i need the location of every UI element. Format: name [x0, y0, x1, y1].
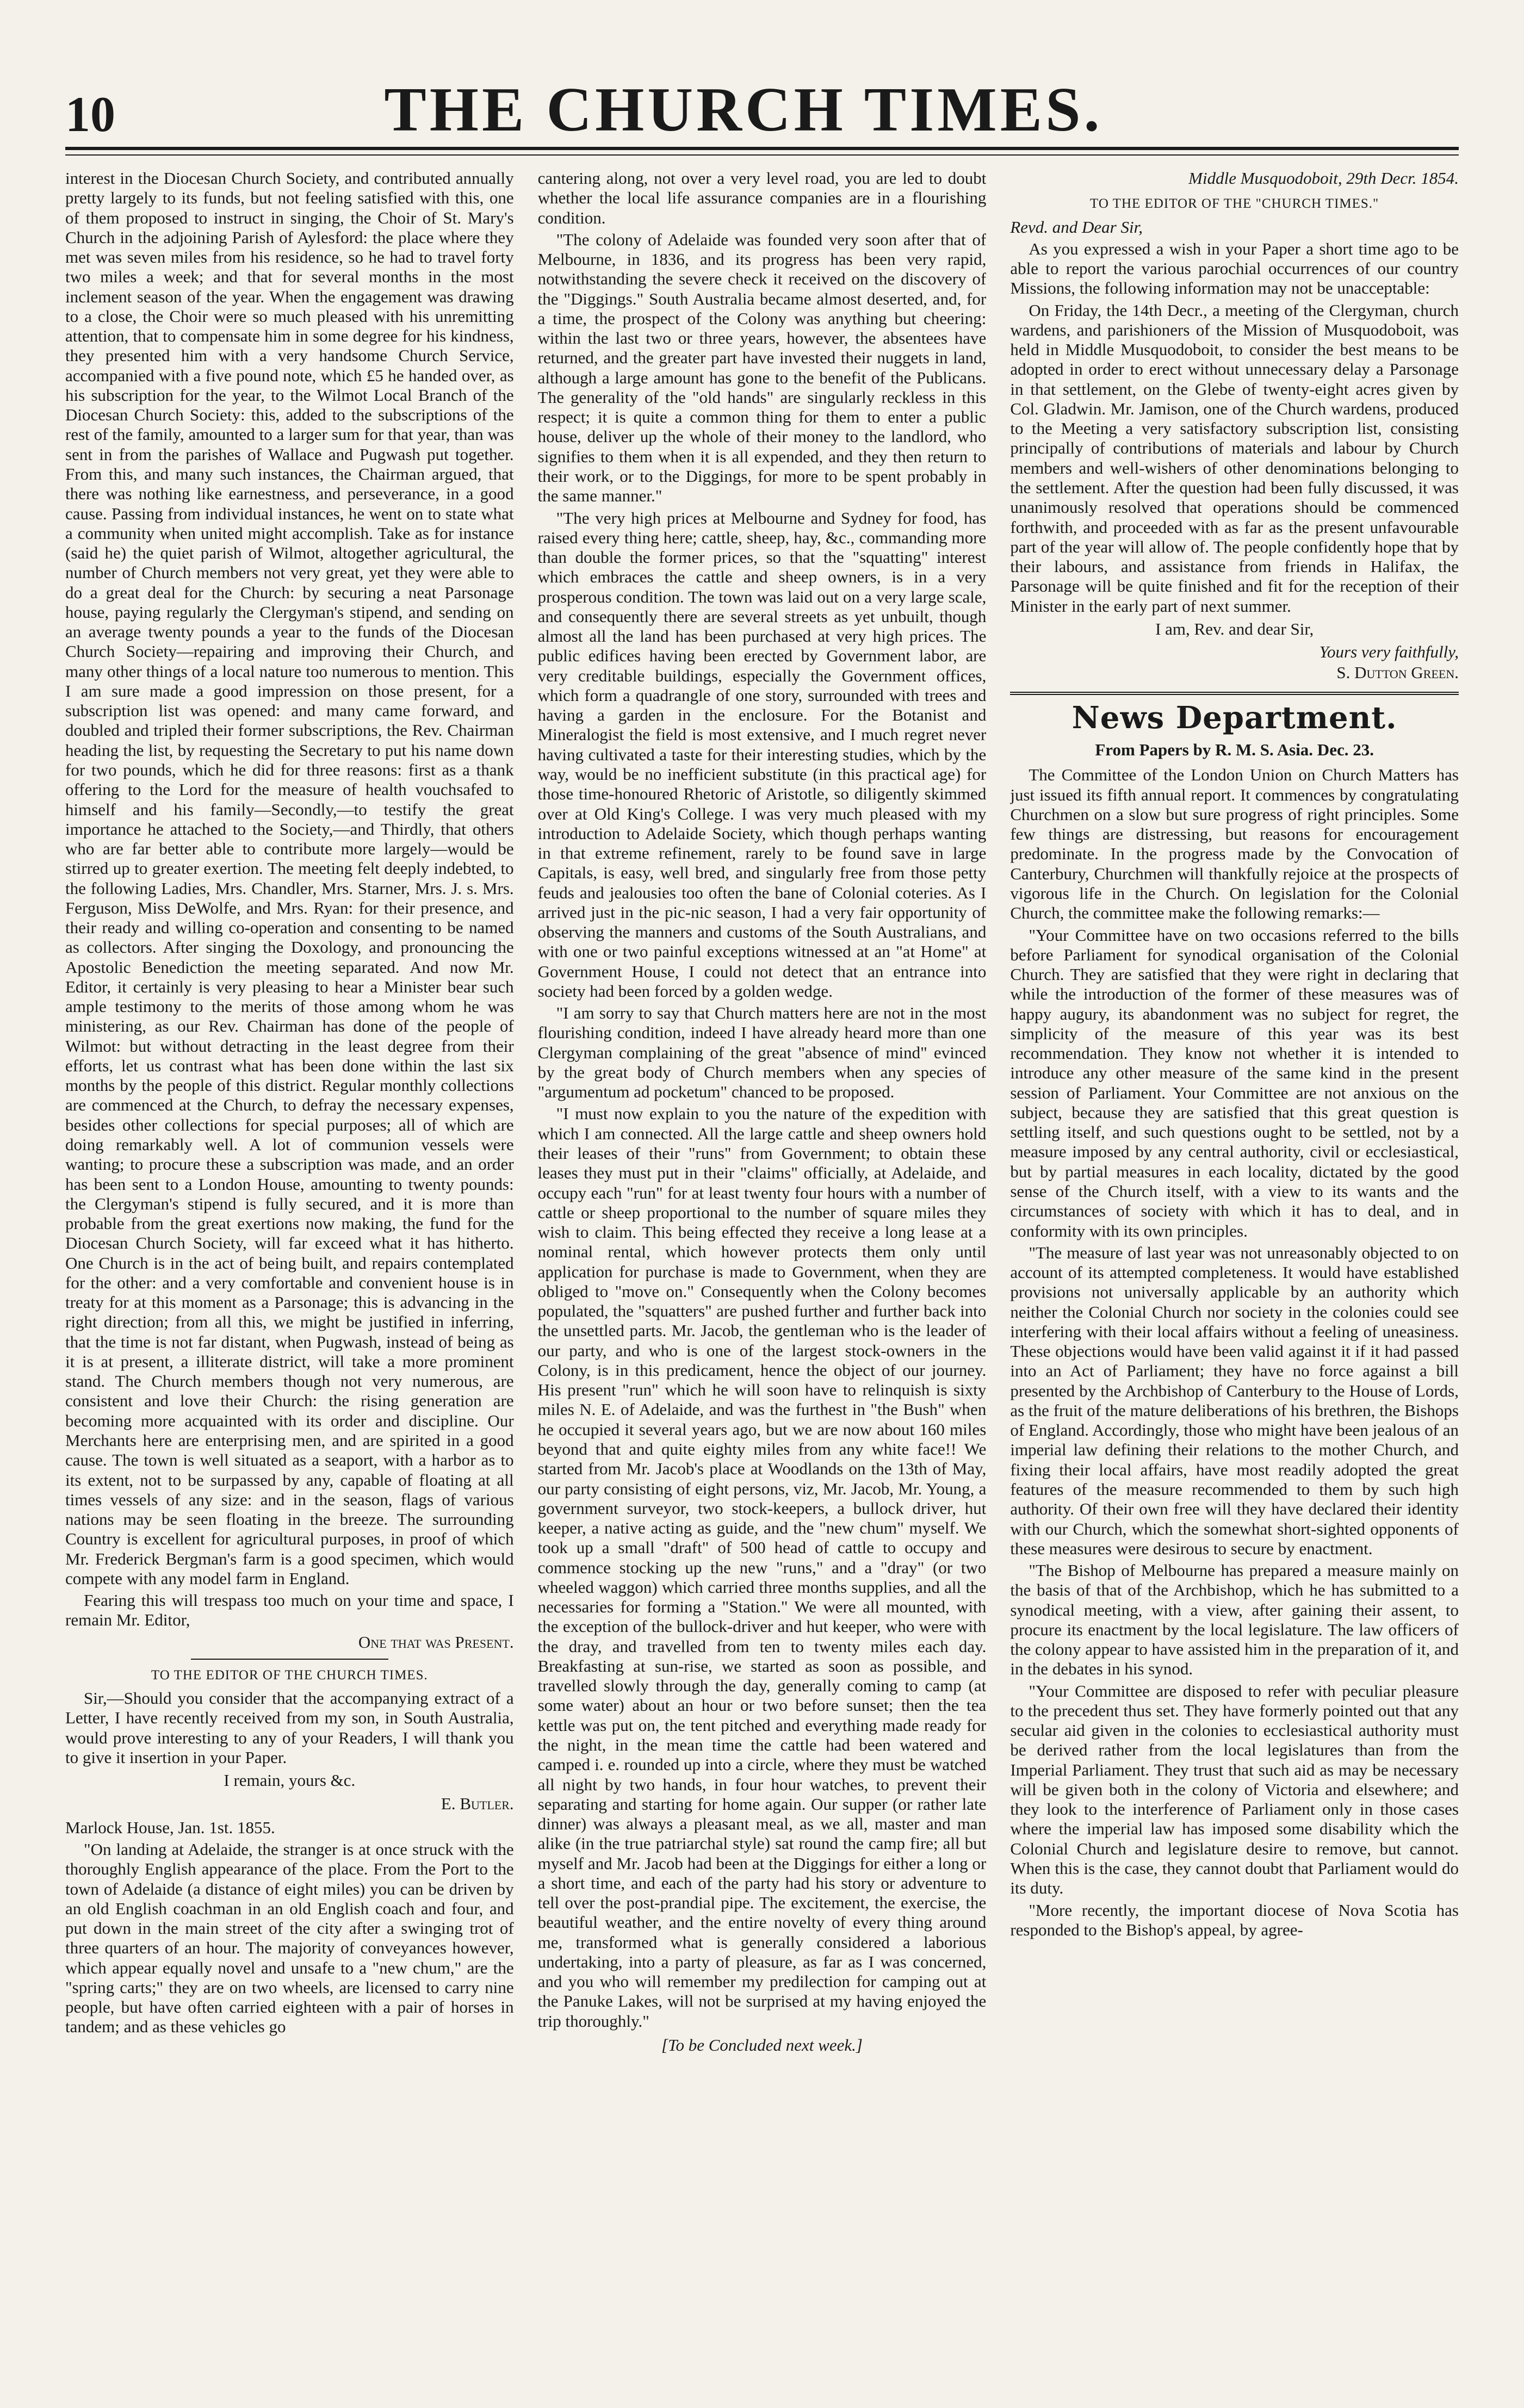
col1-paragraph-5: "On landing at Adelaide, the stranger is at once struck with the thoroughly English appearance of the place. From the Port to the town of Adelaide (a distance of eight miles) you can be driven by an old English coachman in an old English coach and four, and put down in the main street of the city after a swinging trot of three quarters of an hour. The majority of conveyances however, which appear equally novel and unsafe to a "new chum," are the "spring carts;" they are on two wheels, are licensed to carry nine people, but have often carried eighteen with a pair of horses in tandem; and as these vehicles go	[65, 1840, 514, 2037]
col3-closing-2: Yours very faithfully,	[1319, 642, 1459, 662]
col3-paragraph-1: As you expressed a wish in your Paper a short time ago to be able to report the various parochial occurrences of our country Missions, the following information may not be unacceptable:	[1010, 239, 1459, 298]
col3-paragraph-6: "The Bishop of Melbourne has prepared a measure mainly on the basis of that of the Archbishop, which he has submitted to a synodical meeting, with a view, after gaining their assent, to procure its enactment by the local legislature. The law officers of the colony appear to have assisted him in the preparation of it, and in the debates in his synod.	[1010, 1561, 1459, 1679]
column-2	[538, 169, 987, 2328]
col3-signature: S. Dutton Green.	[1336, 663, 1459, 682]
column-3	[1010, 169, 1459, 2328]
news-section-rule	[1010, 692, 1459, 695]
columns	[65, 169, 1459, 2328]
col2-continued-note: [To be Concluded next week.]	[661, 2035, 863, 2055]
col3-paragraph-3: The Committee of the London Union on Church Matters has just issued its fifth annual report. It commences by congratulating Churchmen on a slow but sure progress of right principles. Some few things are distressing, but reasons for encouragement predominate. In the progress made by the Convocation of Canterbury, Churchmen will thankfully rejoice at the prospects of vigorous life in the Church. On legislation for the Colonial Church, the committee make the following remarks:—	[1010, 765, 1459, 923]
masthead	[65, 65, 1459, 150]
page-number: 10	[65, 86, 115, 142]
col2-paragraph-3: "The very high prices at Melbourne and Sydney for food, has raised every thing here; cattle, sheep, hay, &c., commanding more than double the former prices, so that the "squatting" interest which embraces the cattle and sheep owners, is in a very prosperous condition. The town was laid out on a very large scale, and consequently there are several streets as yet unbuilt, though almost all the land has been purchased at very high prices. The public edifices having been erected by Government labor, are very creditable buildings, especially the Government offices, which form a quadrangle of one story, surrounded with trees and having a garden in the enclosure. For the Botanist and Mineralogist the field is most extensive, and I much regret never having cultivated a taste for their interesting studies, which by the way, would be no inefficient substitute (in this practical age) for those time-honoured Rhetoric of Aristotle, so diligently skimmed over at Old King's College. I was very much pleased with my introduction to Adelaide Society, which though perhaps wanting in that extreme refinement, rarely to be found save in large Capitals, is easy, well bred, and singularly free from those petty feuds and jealousies too often the bane of Colonial coteries. As I arrived just in the pic-nic season, I had a very fair opportunity of observing the manners and customs of the South Australians, and with one or two painful exceptions witnessed at an "at Home" at Government House, I could not detect that an entrance into society had been forced by a golden wedge.	[537, 508, 987, 1001]
news-source-line: From Papers by R. M. S. Asia. Dec. 23.	[1095, 740, 1374, 760]
col1-separator	[191, 1659, 388, 1660]
col2-paragraph-4: "I am sorry to say that Church matters here are not in the most flourishing condition, indeed I have already heard more than one Clergyman complaining of the great "absence of mind" evinced by the great body of Church members when any species of "argumentum ad pocketum" chanced to be proposed.	[537, 1003, 987, 1102]
col3-salutation: Revd. and Dear Sir,	[1010, 217, 1143, 237]
paper-title: THE CHURCH TIMES.	[384, 75, 1103, 145]
col3-paragraph-8: "More recently, the important diocese of Nova Scotia has responded to the Bishop's appeal, by agree-	[1010, 1900, 1459, 1939]
col1-signoff: I remain, yours &c.	[224, 1771, 356, 1790]
col2-paragraph-1: cantering along, not over a very level road, you are led to doubt whether the local life assurance companies are in a flourishing condition.	[537, 169, 987, 227]
col3-paragraph-7: "Your Committee are disposed to refer with peculiar pleasure to the precedent thus set. They have formerly pointed out that any secular aid given in the colonies to ecclesiastical authority must be derived rather from the local legislatures than from the Imperial Parliament. They trust that such aid as may be necessary will be given both in the colony of Victoria and elsewhere; and they look to the interference of Parliament only in those cases where the imperial law has imposed some disability which the Colonial Church and legislature desire to remove, but cannot. When this is the case, they cannot doubt that Parliament would do its duty.	[1010, 1681, 1459, 1898]
col3-paragraph-5: "The measure of last year was not unreasonably objected to on account of its attempted completeness. It would have established provisions not universally applicable by an authority which neither the Colonial Church nor society in the colonies could see interfering with their local affairs without a feeling of uneasiness. These objections would have been valid against it if it had passed into an Act of Parliament; they have no force against a bill presented by the Archbishop of Canterbury to the House of Lords, as the fruit of the mature deliberations of his brethren, the Bishops of England. Accordingly, those who might have been jealous of an imperial law defining their relations to the mother Church, and fixing their local affairs, have most readily adopted the great features of the measure recommended to them by such high authority. Of their own free will they have declared their identity with our Church, which the somewhat short-sighted opponents of these measures were desirous to secure by enactment.	[1010, 1243, 1459, 1558]
col2-paragraph-5: "I must now explain to you the nature of the expedition with which I am connected. All the large cattle and sheep owners hold their leases of their "runs" from Government; to obtain these leases they must put in their "claims" officially, at Adelaide, and occupy each "run" for at least twenty four hours with a number of cattle or sheep proportional to the number of square miles they wish to claim. This being effected they receive a long lease at a nominal rental, which however protects them only until application for purchase is made to Government, when they are obliged to "move on." Consequently when the Colony becomes populated, the "squatters" are pushed further and further back into the unsettled parts. Mr. Jacob, the gentleman who is the leader of our party, and who is one of the largest stock-owners in the Colony, is in this predicament, hence the object of our journey. His present "run" which he will soon have to relinquish is sixty miles N. E. of Adelaide, and was the furthest in "the Bush" when he occupied it several years ago, but we are now about 160 miles beyond that and quite eighty miles from any white face!! We started from Mr. Jacob's place at Woodlands on the 13th of May, our party consisting of eight persons, viz, Mr. Jacob, Mr. Young, a government surveyor, two stock-keepers, a bullock driver, hut keeper, a native acting as guide, and the "new chum" myself. We took up a small "draft" of 500 head of cattle to occupy and commence stocking up the new "runs," and a "dray" (or two wheeled waggon) which carried three months supplies, and all the necessaries for forming a "Station." We were all mounted, with the exception of the bullock-driver and hut keeper, who were with the dray, and travelled from ten to twenty miles each day. Breakfasting at sun-rise, we started as soon as possible, and travelled slowly through the day, generally coming to camp (at some water) about an hour or two before sunset; then the tea kettle was put on, the tent pitched and everything made ready for the night, in the mean time the cattle had been watered and camped i. e. rounded up into a circle, where they must be watched all night by two hands, in four hour watches, to prevent their separating and starting for home again. Our supper (or rather late dinner) was always a pleasant meal, as we all, master and man alike (in the true patriarchal style) sat round the camp fire; all but myself and Mr. Jacob had been at the Diggings for either a long or a short time, and each of the party had his story or adventure to tell over the post-prandial pipe. The excitement, the exercise, the beautiful weather, and the entire novelty of every thing around me, transformed what is generally considered a laborious undertaking, into a party of pleasure, as far as I was concerned, and you who will remember my predilection for camping out at the Panuke Lakes, will not be surprised at my having enjoyed the trip thoroughly."	[537, 1104, 987, 2031]
column-1	[65, 169, 514, 2328]
col2-paragraph-2: "The colony of Adelaide was founded very soon after that of Melbourne, in 1836, and its progress has been very rapid, notwithstanding the severe check it received on the discovery of the "Diggings." South Australia became almost deserted, and, for a time, the prospect of the Colony was anything but cheering: within the last two or three years, however, the absentees have returned, and the greater part have invested their nuggets in land, although a large amount has gone to the benefit of the Publicans. The generality of the "old hands" are singularly reckless in this respect; it is quite a common thing for them to enter a public house, deliver up the whole of their money to the landlord, who signifies to them when it is all expended, and they then return to their work, or to the Diggings, for more to be spent probably in the same manner."	[537, 229, 987, 506]
col1-signature-1: One that was Present.	[358, 1632, 514, 1652]
col1-letter-heading: TO THE EDITOR OF THE CHURCH TIMES.	[151, 1667, 428, 1683]
col1-paragraph-3: Sir,—Should you consider that the accompanying extract of a Letter, I have recently received from my son, in South Australia, would prove interesting to any of your Readers, I will thank you to give it insertion in your Paper.	[65, 1689, 514, 1767]
col1-paragraph-2: Fearing this will trespass too much on your time and space, I remain Mr. Editor,	[65, 1591, 514, 1630]
col3-letter-heading: TO THE EDITOR OF THE "CHURCH TIMES."	[1090, 196, 1379, 212]
col3-paragraph-2: On Friday, the 14th Decr., a meeting of the Clergyman, church wardens, and parishioners of the Mission of Musquodoboit, was held in Middle Musquodoboit, to consider the best means to be adopted in order to erect without unnecessary delay a Parsonage in that settlement, on the Glebe of twenty-eight acres given by Col. Gladwin. Mr. Jamison, one of the Church wardens, produced to the Meeting a very satisfactory subscription list, consisting principally of contributions of materials and labour by Church members and well-wishers of other denominations belonging to the settlement. After the question had been fully discussed, it was unanimously resolved that operations should be commenced forthwith, and proceeded with as far as the present unfavourable part of the year will allow of. The people confidently hope that by their labours, and assistance from friends in Halifax, the Parsonage will be quite finished and fit for the reception of their Minister in the early part of next summer.	[1010, 300, 1459, 616]
col1-signature-2: E. Butler.	[441, 1793, 514, 1813]
col1-paragraph-1: interest in the Diocesan Church Society, and contributed annually pretty largely to its funds, but not feeling satisfied with this, one of them proposed to instruct in singing, the Choir of St. Mary's Church in the adjoining Parish of Aylesford: the place where they met was seven miles from his residence, so he had to travel forty two miles a week; and that for several months in the most inclement season of the year. When the engagement was drawing to a close, the Choir were so much pleased with his unremitting attention, that to compensate him in some degree for his kindness, they presented him with a very handsome Church Service, accompanied with a five pound note, which £5 he handed over, as his subscription for the year, to the Wilmot Local Branch of the Diocesan Church Society: this, added to the subscriptions of the rest of the family, amounted to a larger sum for that year, than was sent in from the parishes of Wallace and Pugwash put together. From this, and many such instances, the Chairman argued, that there was nothing like earnestness, and perseverance, in a good cause. Passing from individual instances, he went on to state what a community when united might accomplish. Take as for instance (said he) the quiet parish of Wilmot, altogether agricultural, the number of Church members not very great, yet they were able to do a great deal for the Church: by securing a neat Parsonage house, paying regularly the Clergyman's stipend, and sending on an average twenty pounds a year to the funds of the Diocesan Church Society—repairing and improving their Church, and many other things of a local nature too numerous to mention. This I am sure made a good impression on those present, for a subscription list was opened: and many came forward, and doubled and tripled their former subscriptions, the Rev. Chairman heading the list, by requesting the Secretary to put his name down for two pounds, which he did for three reasons: first as a thank offering to the Lord for the measure of health vouchsafed to himself and his family—Secondly,—to testify the great importance he attached to the Society,—and Thirdly, that others who are far better able to contribute more largely—would be stirred up to greater exertion. The meeting felt deeply indebted, to the following Ladies, Mrs. Chandler, Mrs. Starner, Mrs. J. s. Mrs. Ferguson, Miss DeWolfe, and Mrs. Ryan: for their presence, and their ready and willing co-operation and consenting to be named as collectors. After singing the Doxology, and pronouncing the Apostolic Benediction the meeting separated. And now Mr. Editor, it certainly is very pleasing to hear a Minister bear such ample testimony to the merits of those among whom he was ministering, as our Rev. Chairman has done of the people of Wilmot: but without detracting in the least degree from their efforts, let us contrast what has been done within the last six months by the people of this district. Regular monthly collections are commenced at the Church, to defray the necessary expenses, besides other collections for special purposes; all of which are doing remarkably well. A lot of communion vessels were wanting; to procure these a subscription was made, and an order has been sent to a London House, amounting to twenty pounds: the Clergyman's stipend is fully secured, and it is more than probable from the great exertions now making, the fund for the Diocesan Church Society, will far exceed what it has hitherto. One Church is in the act of being built, and repairs contemplated for the other: and a very comfortable and convenient house is in treaty for at this moment as a Parsonage; this is advancing in the right direction; from all this, we might be justified in inferring, that the time is not far distant, when Pugwash, instead of being as it is at present, a illiterate district, will take a more prominent stand. The Church members though not very numerous, are consistent and love their Church: the rising generation are becoming more acquainted with its order and discipline. Our Merchants here are enterprising men, and are spirited in a good cause. The town is well situated as a seaport, with a harbor as to its extent, not to be surpassed by any, capable of floating at all times vessels of any size: and in the season, flags of various nations may be seen floating in the breeze. The surrounding Country is excellent for agricultural purposes, in proof of which Mr. Frederick Bergman's farm is a good specimen, which would compete with any model farm in England.	[65, 169, 514, 1588]
col1-place-date: Marlock House, Jan. 1st. 1855.	[65, 1817, 275, 1837]
col3-paragraph-4: "Your Committee have on two occasions referred to the bills before Parliament for synodical organisation of the Colonial Church. They are satisfied that they were right in declaring that while the introduction of the former of these measures was of happy augury, its abandonment was no subject for regret, the simplicity of the measure of this year was its best recommendation. They know not whether it is intended to introduce any other measure of the same kind in the present session of Parliament. Your Committee are not anxious on the subject, because they are satisfied that this great question is settling itself, and such questions ought to be settled, not by a measure imposed by any central authority, civil or ecclesiastical, but by partial measures in each locality, dictated by the good sense of the Church itself, with a view to its wants and the circumstances of society with which it has to deal, and in conformity with its own principles.	[1010, 925, 1459, 1240]
masthead-rule	[65, 154, 1459, 156]
col3-closing: I am, Rev. and dear Sir,	[1155, 619, 1314, 638]
col3-dateline: Middle Musquodoboit, 29th Decr. 1854.	[1188, 169, 1459, 188]
news-department-heading: News Department.	[1071, 699, 1397, 736]
